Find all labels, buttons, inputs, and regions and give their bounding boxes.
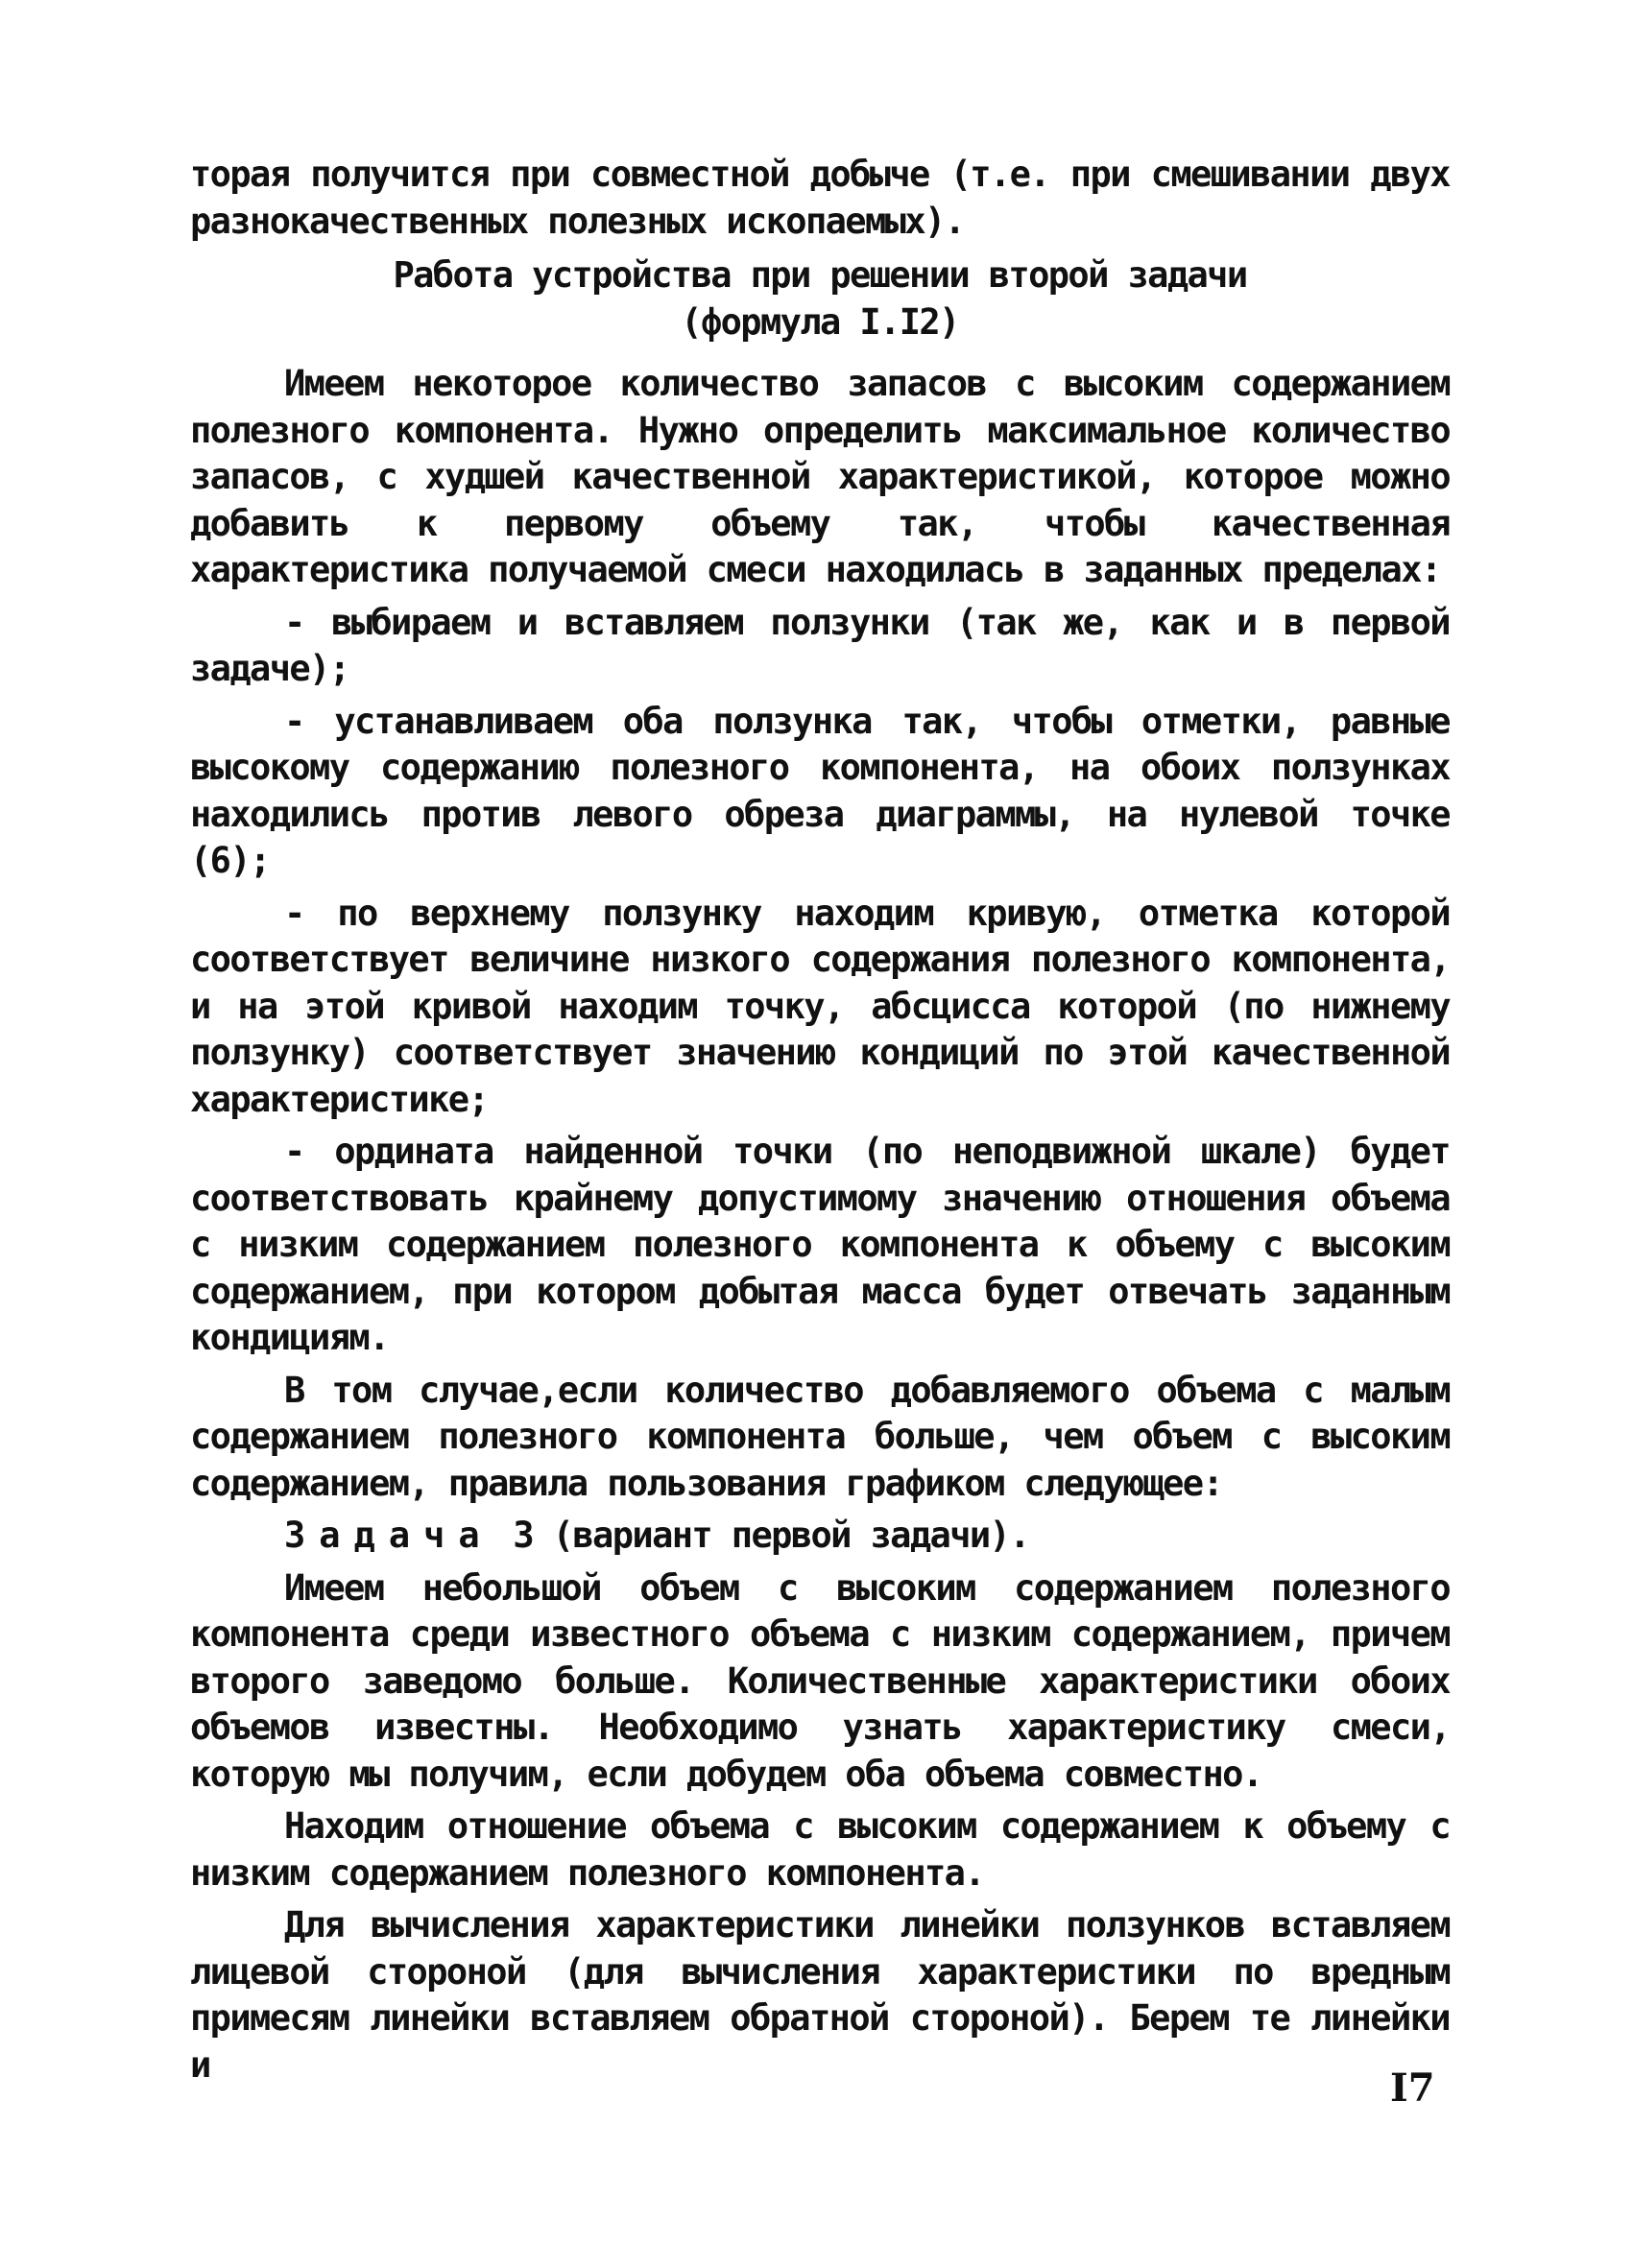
document-page	[190, 152, 1450, 2094]
paragraph-continuation: торая получится при совместной добыче (т.е. при смешивании двух разнокачественных полезных ископаемых).	[190, 154, 1450, 242]
paragraph-step-2: - устанавливаем оба ползунка так, чтобы отметки, равные высокому содержанию полезного компонента, на обоих ползунках находились против левого обреза диаграммы, на нулевой точке (6);	[190, 700, 1450, 881]
task3-title: 3 (вариант первой задачи).	[492, 1515, 1029, 1556]
section-heading-title: Работа устройства при решении второй задачи	[393, 254, 1247, 296]
page-number: I7	[1390, 2065, 1435, 2111]
paragraph-ratio: Находим отношение объема с высоким содержанием к объему с низким содержанием полезного компонента.	[190, 1805, 1450, 1894]
section-heading	[190, 252, 1450, 346]
paragraph-step-3: - по верхнему ползунку находим кривую, отметка которой соответствует величине низкого содержания полезного компонента, и на этой кривой находим точку, абсцисса которой (по нижнему ползунку) соответствует значению кондиций по этой качественной характеристике;	[190, 892, 1450, 1120]
task3-label: Задача	[284, 1515, 493, 1556]
paragraph-step-4: - ордината найденной точки (по неподвижной шкале) будет соответствовать крайнему допустимому значению отношения объема с низким содержанием полезного компонента к объему с высоким содержанием, при котором добытая масса будет отвечать заданным кондициям.	[190, 1131, 1450, 1358]
paragraph-step-1: - выбираем и вставляем ползунки (так же, как и в первой задаче);	[190, 601, 1450, 689]
section-heading-formula: (формула I.I2)	[681, 300, 959, 343]
paragraph-case-note: В том случае,если количество добавляемого объема с малым содержанием полезного компонента больше, чем объем с высоким содержанием, правила пользования графиком следующее:	[190, 1369, 1450, 1504]
paragraph-task-statement: Имеем некоторое количество запасов с высоким содержанием полезного компонента. Нужно определить максимальное количество запасов, с худшей качественной характеристикой, которое можно добавить к первому объему так, чтобы качественная характеристика получаемой смеси находилась в заданных пределах:	[190, 363, 1450, 590]
paragraph-task3-statement: Имеем небольшой объем с высоким содержанием полезного компонента среди известного объема с низким содержанием, причем второго заведомо больше. Количественные характеристики обоих объемов известны. Необходимо узнать характеристику смеси, которую мы получим, если добудем оба объема совместно.	[190, 1566, 1450, 1795]
paragraph-ruler-instructions: Для вычисления характеристики линейки ползунков вставляем лицевой стороной (для вычисления характеристики по вредным примесям линейки вставляем обратной стороной). Берем те линейки и	[190, 1904, 1450, 2086]
task3-heading	[190, 1513, 1450, 1560]
